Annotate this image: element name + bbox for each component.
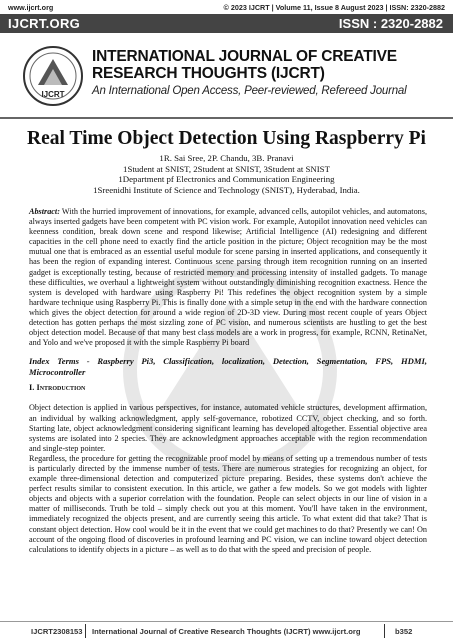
journal-tagline: An International Open Access, Peer-reviewed, Refereed Journal: [92, 85, 407, 97]
journal-logo-icon: [22, 45, 84, 107]
affiliation-3: 1Sreenidhi Institute of Science and Technology (SNIST), Hyderabad, India.: [93, 184, 360, 195]
index-terms: Index Terms - Raspberry Pi3, Classification, localization, Detection, Segmentation, FPS, HDMI, Microcontroller: [29, 356, 427, 377]
abstract-label: Abstract:: [29, 207, 60, 216]
affiliation-1: 1Student at SNIST, 2Student at SNIST, 3Student at SNIST: [123, 163, 330, 174]
abstract: [29, 207, 427, 348]
intro-paragraph-1: Object detection is applied in various perspectives, for instance, automated vehicle structures, development affirmation, an individual by walking acknowledgment, apply self-governance, robotized CCTV, object checking, and so forth. Starting late, object acknowledgment considering significant learning has developed altogether. Essential objective area systems are isolated into 2 species. They are acknowledgment approaches acceptable with the region recommendation and single-step pointer.: [29, 403, 427, 453]
paper-title: Real Time Object Detection Using Raspberry Pi: [27, 128, 426, 149]
page-footer: [0, 621, 453, 641]
page-number: b352: [395, 627, 413, 636]
section-heading: [29, 383, 427, 393]
running-header: [0, 0, 453, 14]
svg-text:IJCRT: IJCRT: [41, 90, 65, 99]
footer-divider: [85, 624, 86, 638]
issn-label: ISSN : 2320-2882: [338, 16, 443, 31]
intro-paragraph-2: Regardless, the procedure for getting the recognizable proof model by means of setting up a tremendous number of tests is particularly directed by the immense number of tests. There are numerous strategies for recognizing an object, for example three-dimensional detection and computerized picture preparing. Besides, these systems don't achieve the perfect results similar to consistent execution. In this article, we gather a few models. So we got models with lighter objects and objects with a superior correlation with the foundation. People can select objects in our line of vision in a matter of milliseconds. Truth be told – simply check out you at this moment. You'll have taken in the environment, immediately recognized the objects present, and are currently seeing this article. To what extent did that take? That is constant object detection. How cool would be it in the event that we could get machines to do that? Presently we can! On account of the ongoing flood of discoveries in profound learning and PC vision, we can incline toward object detection calculations to identify objects in a picture – as well as to do that with the speed and precision of people.: [29, 453, 427, 554]
section-number: I.: [29, 383, 37, 393]
footer-divider: [384, 624, 385, 638]
affiliation-2: 1Department pf Electronics and Communication Engineering: [118, 174, 335, 184]
journal-banner: [0, 14, 453, 33]
brand-label: IJCRT.ORG: [8, 16, 81, 31]
author-block: [0, 153, 453, 195]
journal-name-line2: RESEARCH THOUGHTS (IJCRT): [92, 65, 325, 82]
site-url: www.ijcrt.org: [8, 3, 54, 12]
paper-body: [29, 207, 427, 555]
masthead-divider: [0, 117, 453, 119]
journal-name-line1: INTERNATIONAL JOURNAL OF CREATIVE: [92, 48, 397, 65]
masthead: [0, 33, 453, 117]
paper-id: IJCRT2308153: [31, 627, 83, 636]
footer-journal: International Journal of Creative Research Thoughts (IJCRT) www.ijcrt.org: [92, 627, 361, 636]
author-names: 1R. Sai Sree, 2P. Chandu, 3B. Pranavi: [159, 153, 294, 163]
abstract-text: With the hurried improvement of innovations, for example, advanced cells, autopilot vehicles, and automatons, always inserted gadgets have been competent with PC vision work. For example, Autopilot innovation need vehicles can keenness condition, break down scene and respond likewise; Artificial Intelligence (AI) redesigning and different capacities in the cell phone need to exactly find the article position in the picture; Object recognition may be the most mutual one that is embraced as an essential useful module for scene parsing in inserted applications, and consequently it has been the region of expanding interest. Continuous scene parsing through item recognition running on an inserted gadget is exceptionally testing, because of restricted memory and processing intensity of installed gadgets. To manage these difficulties, we overhaul a lightweight system without outstandingly diminishing recognition exactness. Hence the system is developed with hardware using Raspberry Pi! This redefines the object recognition system by a simple hardware technique using Raspberry Pi. This is finally done with a simple setup in the end with the hardware connection which gives the object detection for around a wide region of 2D-3D view. During most recent couple of years Object detection has gotten perhaps the most sizzling zone of PC vision, and numerous scientists are hustling to get the best object detection model. Because of that many best class models are a work in progress, for example, RCNN, RetinaNet, and Yolo and we've proposed it with the simple Raspberry Pi board: [29, 207, 427, 348]
section-title: Introduction: [36, 383, 86, 393]
issue-info: © 2023 IJCRT | Volume 11, Issue 8 August 2023 | ISSN: 2320-2882: [223, 3, 445, 12]
